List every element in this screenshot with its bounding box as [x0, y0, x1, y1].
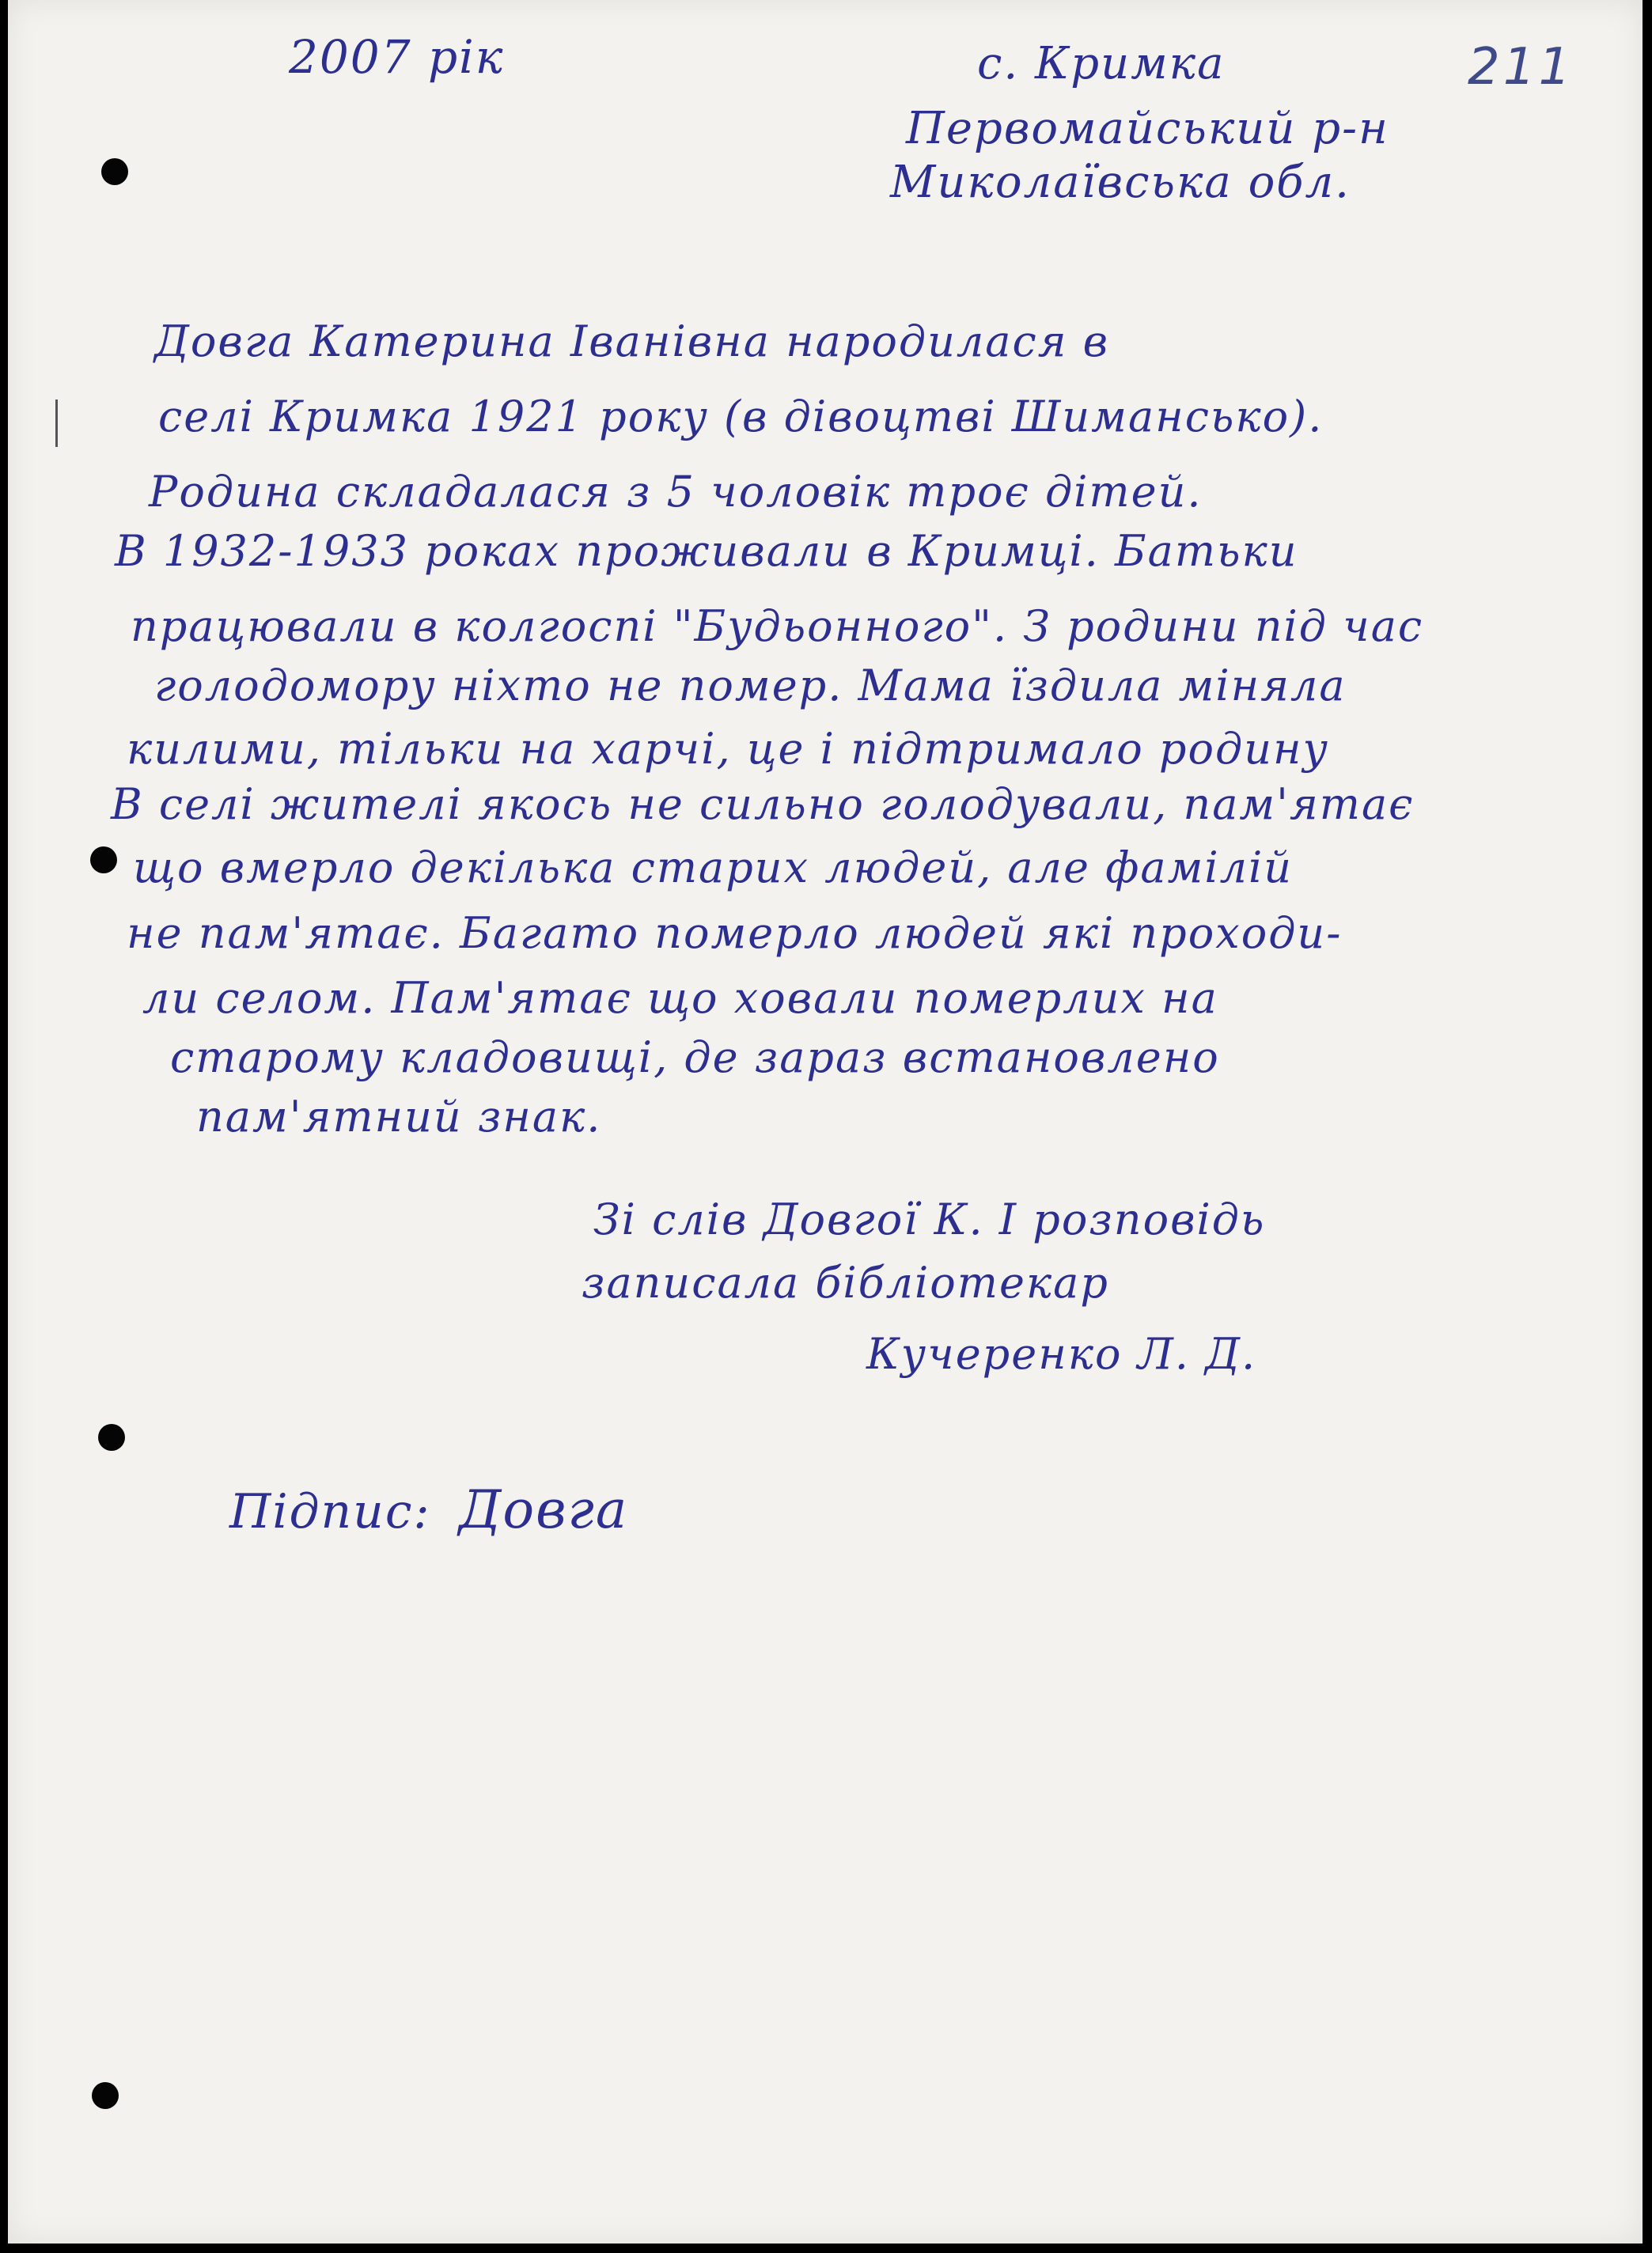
testimony-line: В 1932-1933 роках проживали в Кримці. Батьки [115, 526, 1298, 576]
testimony-line: В селі жителі якось не сильно голодували, пам'ятає [111, 779, 1415, 829]
testimony-line: ли селом. Пам'ятає що ховали померлих на [142, 973, 1218, 1023]
punch-hole [98, 1424, 125, 1451]
testimony-line: Довга Катерина Іванівна народилася в [154, 316, 1110, 366]
testimony-line: старому кладовищі, де зараз встановлено [170, 1032, 1220, 1082]
testimony-line: що вмерло декілька старих людей, але фамілій [133, 843, 1294, 892]
recorder-name: Кучеренко Л. Д. [866, 1329, 1257, 1379]
testimony-line: працювали в колгоспі "Будьонного". З родини під час [131, 601, 1424, 651]
margin-mark [55, 399, 58, 447]
testimony-line: килими, тільки на харчі, це і підтримало родину [127, 724, 1329, 774]
punch-hole [90, 846, 117, 873]
testimony-line: Родина складалася з 5 чоловік троє дітей. [149, 467, 1203, 517]
punch-hole [101, 158, 128, 185]
testimony-line: не пам'ятає. Багато померло людей які проходи- [127, 908, 1343, 958]
testimony-line: пам'ятний знак. [196, 1092, 602, 1142]
page-number: 211 [1468, 38, 1574, 97]
address-region: Миколаївська обл. [890, 157, 1351, 208]
testimony-line: голодомору ніхто не помер. Мама їздила міняла [154, 661, 1347, 710]
testimony-line: селі Кримка 1921 року (в дівоцтві Шимансько). [158, 392, 1324, 441]
recorder-line: записала бібліотекар [582, 1258, 1109, 1308]
document-page [8, 0, 1643, 2244]
document-year: 2007 рік [289, 30, 505, 84]
handwritten-signature: Довга [458, 1479, 629, 1540]
recorder-line: Зі слів Довгої К. І розповідь [593, 1195, 1266, 1244]
address-district: Первомайський р-н [906, 103, 1389, 154]
signature-label: Підпис: [229, 1484, 431, 1539]
address-village: с. Кримка [977, 38, 1226, 89]
punch-hole [92, 2082, 119, 2109]
signature-block [229, 1479, 628, 1540]
